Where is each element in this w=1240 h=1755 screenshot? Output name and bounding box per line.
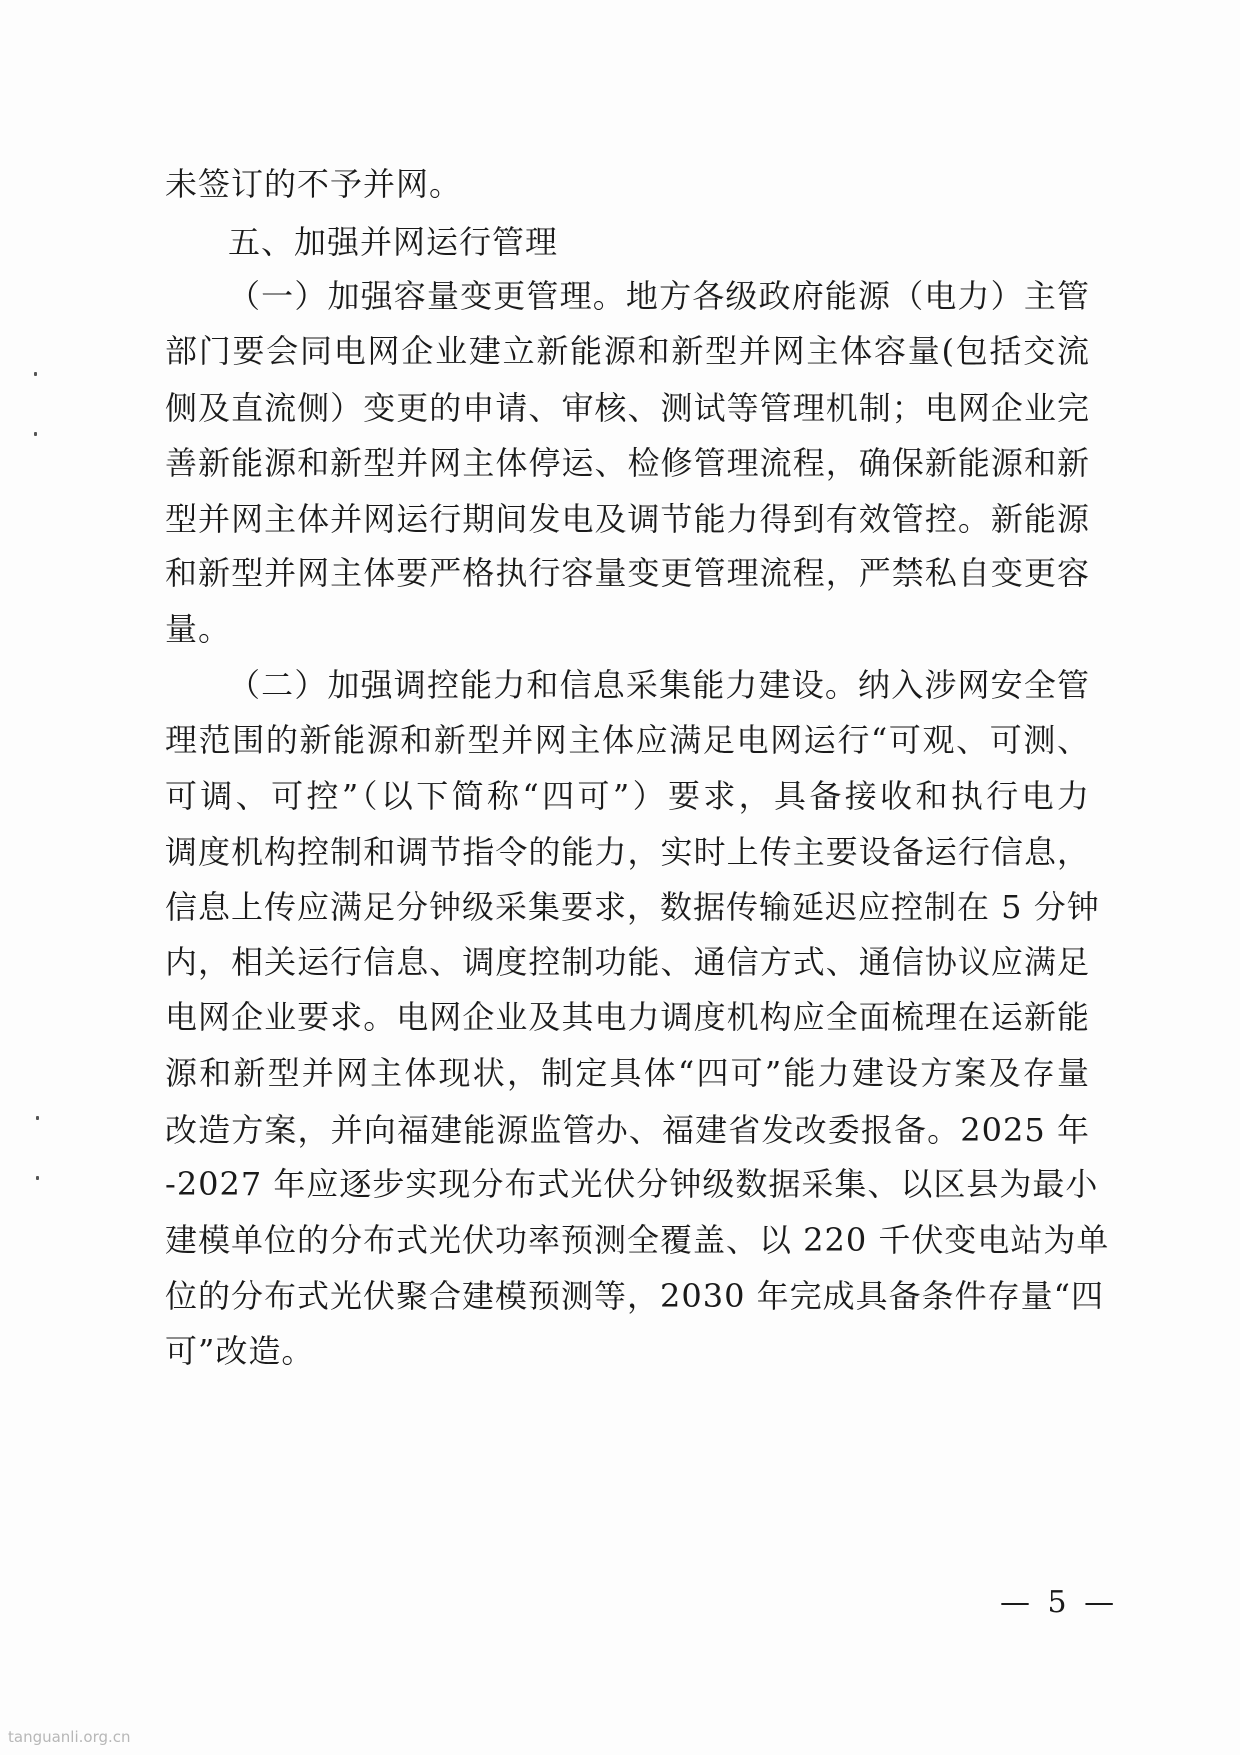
scan-speck <box>34 372 37 376</box>
paragraph-line: 量。 <box>165 610 232 648</box>
page-number: — 5 — <box>1000 1585 1119 1620</box>
paragraph-line: 内，相关运行信息、调度控制功能、通信方式、通信协议应满足 <box>165 943 1090 981</box>
paragraph-line: 调度机构控制和调节指令的能力，实时上传主要设备运行信息， <box>165 833 1090 871</box>
watermark: tanguanli.org.cn <box>8 1728 131 1746</box>
paragraph-line: 可调、可控”（以下简称“四可”）要求，具备接收和执行电力 <box>165 777 1090 815</box>
paragraph-line: 改造方案，并向福建能源监管办、福建省发改委报备。2025 年 <box>165 1111 1090 1149</box>
paragraph-line: 部门要会同电网企业建立新能源和新型并网主体容量(包括交流 <box>165 332 1090 370</box>
paragraph-line: 电网企业要求。电网企业及其电力调度机构应全面梳理在运新能 <box>165 998 1090 1036</box>
scan-speck <box>34 432 37 436</box>
paragraph-line: （一）加强容量变更管理。地方各级政府能源（电力）主管 <box>228 277 1090 315</box>
paragraph-line: -2027 年应逐步实现分布式光伏分钟级数据采集、以区县为最小 <box>165 1165 1099 1203</box>
section-heading: 五、加强并网运行管理 <box>228 223 559 261</box>
paragraph-line: 可”改造。 <box>165 1332 315 1370</box>
paragraph-line: 善新能源和新型并网主体停运、检修管理流程，确保新能源和新 <box>165 444 1090 482</box>
paragraph-line: 源和新型并网主体现状，制定具体“四可”能力建设方案及存量 <box>165 1054 1090 1092</box>
paragraph-line: 理范围的新能源和新型并网主体应满足电网运行“可观、可测、 <box>165 721 1090 759</box>
paragraph-line: 型并网主体并网运行期间发电及调节能力得到有效管控。新能源 <box>165 500 1090 538</box>
paragraph-line: 和新型并网主体要严格执行容量变更管理流程，严禁私自变更容 <box>165 554 1090 592</box>
paragraph-line: 信息上传应满足分钟级采集要求，数据传输延迟应控制在 5 分钟 <box>165 888 1100 926</box>
scan-speck <box>36 1116 39 1120</box>
scan-speck <box>36 1176 39 1180</box>
paragraph-line: 侧及直流侧）变更的申请、审核、测试等管理机制；电网企业完 <box>165 389 1090 427</box>
paragraph-line: 未签订的不予并网。 <box>165 165 463 203</box>
paragraph-line: （二）加强调控能力和信息采集能力建设。纳入涉网安全管 <box>228 666 1090 704</box>
paragraph-line: 建模单位的分布式光伏功率预测全覆盖、以 220 千伏变电站为单 <box>165 1221 1110 1259</box>
paragraph-line: 位的分布式光伏聚合建模预测等，2030 年完成具备条件存量“四 <box>165 1277 1104 1315</box>
